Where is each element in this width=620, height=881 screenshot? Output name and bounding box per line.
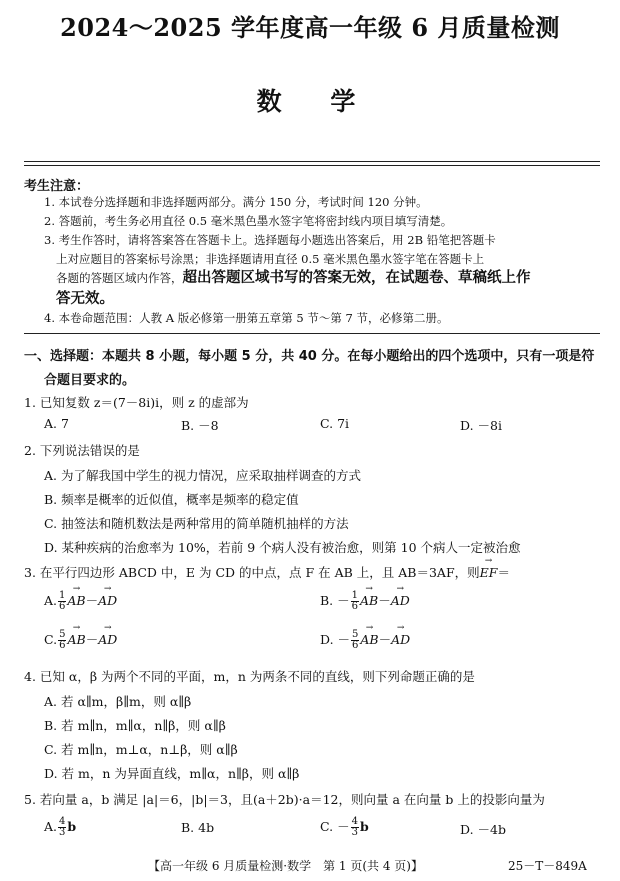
q5-a-fraction [58,817,66,838]
q3-option-c [44,630,117,651]
q3-c-fraction [58,630,66,651]
q3-b-numerator: 1 [351,590,359,601]
q3-stem-post: ＝ [497,565,510,580]
q3-d-label: D. － [320,632,351,647]
q2-option-d: D. 某种疾病的治愈率为 10%，若前 9 个病人没有被治愈，则第 10 个病人一定被治愈 [44,540,521,555]
q3-d-operator: － [378,632,392,647]
notice-divider [24,333,600,334]
section-1-line-2: 合题目要求的。 [44,373,136,388]
q1-option-b: B. －8 [181,418,219,433]
q5-option-a [44,817,76,838]
q3-c-label: C. [44,632,58,647]
notice-line-3c-bold: 超出答题区域书写的答案无效，在试题卷、草稿纸上作 [182,270,531,286]
q3-option-d [320,630,410,651]
q5-option-b: B. 4b [181,820,215,835]
q4-option-a: A. 若 α∥m，β∥m，则 α∥β [44,694,192,709]
q3-d-numerator: 5 [352,629,359,640]
q3-a-operator: － [85,593,99,608]
q3-option-b [320,591,410,612]
notice-line-3b: 上对应题目的答案标号涂黑；非选择题请用直径 0.5 毫米黑色墨水签字笔在答题卡上 [56,252,485,266]
q2-option-a: A. 为了解我国中学生的视力情况，应采取抽样调查的方式 [44,468,361,483]
q1-option-a: A. 7 [44,416,69,431]
notice-line-3c-normal: 各题的答题区域内作答， [56,271,183,285]
q5-a-vector: b [67,819,77,834]
q4-option-d: D. 若 m，n 为异面直线，m∥α，n∥β，则 α∥β [44,766,300,781]
q3-b-vector-ad: → AD [391,593,410,608]
q3-stem-vector: → EF [480,565,498,580]
top-divider [24,161,600,162]
footer-paper-code: 25－T－849A [508,859,587,873]
q5-option-c [320,817,369,838]
q3-c-denominator: 6 [59,640,66,651]
q3-a-numerator: 1 [59,590,66,601]
q4-option-c: C. 若 m∥n，m⊥α，n⊥β，则 α∥β [44,742,238,757]
q5-a-label: A. [44,819,58,834]
q1-option-c: C. 7i [320,416,350,431]
q4-option-b: B. 若 m∥n，m∥α，n∥β，则 α∥β [44,718,226,733]
notice-line-3c [56,266,531,287]
notice-line-3a: 3. 考生作答时，请将答案答在答题卡上。选择题每小题选出答案后，用 2B 铅笔把答题卡 [44,233,496,247]
q2-option-c: C. 抽签法和随机数法是两种常用的简单随机抽样的方法 [44,516,349,531]
top-divider-thin [24,165,600,166]
notice-line-3d: 答无效。 [56,291,114,307]
q3-a-fraction [58,591,66,612]
q3-c-vector-ad: → AD [98,632,117,647]
q3-c-numerator: 5 [59,629,66,640]
q3-b-operator: － [378,593,391,608]
q5-c-numerator: 4 [351,816,358,827]
q3-a-vector-ad: → AD [98,593,117,608]
q1-stem: 1. 已知复数 z＝(7－8i)i，则 z 的虚部为 [24,395,249,410]
q3-a-denominator: 6 [59,601,66,612]
q3-b-denominator: 6 [351,601,359,612]
notice-line-2: 2. 答题前，考生务必用直径 0.5 毫米黑色墨水签字笔将密封线内项目填写清楚。 [44,214,453,228]
q5-c-fraction [351,817,359,838]
footer-page-info: 【高一年级 6 月质量检测·数学 第 1 页(共 4 页)】 [148,859,423,873]
q2-option-b: B. 频率是概率的近似值，概率是频率的稳定值 [44,492,299,507]
q3-stem-pre: 3. 在平行四边形 ABCD 中，E 为 CD 的中点，点 F 在 AB 上，且 AB＝3AF，则 [24,565,480,580]
q2-stem: 2. 下列说法错误的是 [24,443,140,458]
q5-c-label: C. － [320,819,350,834]
q4-stem: 4. 已知 α，β 为两个不同的平面，m，n 为两条不同的直线，则下列命题正确的是 [24,669,475,684]
notice-heading: 考生注意： [24,179,90,194]
exam-title: 2024～2025 学年度高一年级 6 月质量检测 [60,13,560,42]
q3-c-operator: － [85,632,99,647]
q3-b-vector-ab: → AB [360,593,378,608]
q5-a-numerator: 4 [59,816,66,827]
subject-title: 数 学 [256,87,376,116]
notice-line-1: 1. 本试卷分选择题和非选择题两部分。满分 150 分，考试时间 120 分钟。 [44,195,428,209]
q5-c-denominator: 3 [351,827,358,838]
q5-option-d: D. －4b [460,822,506,837]
q1-option-d: D. －8i [460,418,502,433]
q3-c-vector-ab: → AB [67,632,85,647]
q3-d-vector-ad: → AD [391,632,410,647]
q3-a-label: A. [44,593,58,608]
q3-a-vector-ab: → AB [67,593,85,608]
q5-c-vector: b [359,819,369,834]
q3-option-a [44,591,117,612]
q3-d-denominator: 6 [352,640,359,651]
q3-b-fraction [351,591,359,612]
q3-d-vector-ab: → AB [360,632,378,647]
q5-a-denominator: 3 [59,827,66,838]
notice-line-4: 4. 本卷命题范围：人教 A 版必修第一册第五章第 5 节～第 7 节，必修第二册。 [44,311,449,325]
q3-d-fraction [351,630,359,651]
q3-b-label: B. － [320,593,350,608]
q5-stem: 5. 若向量 a，b 满足 |a|＝6，|b|＝3，且(a＋2b)·a＝12，则向量 a 在向量 b 上的投影向量为 [24,792,545,807]
section-1-line-1: 一、选择题：本题共 8 小题，每小题 5 分，共 40 分。在每小题给出的四个选项中，只有一项是符 [24,349,595,364]
q3-stem [24,563,510,581]
